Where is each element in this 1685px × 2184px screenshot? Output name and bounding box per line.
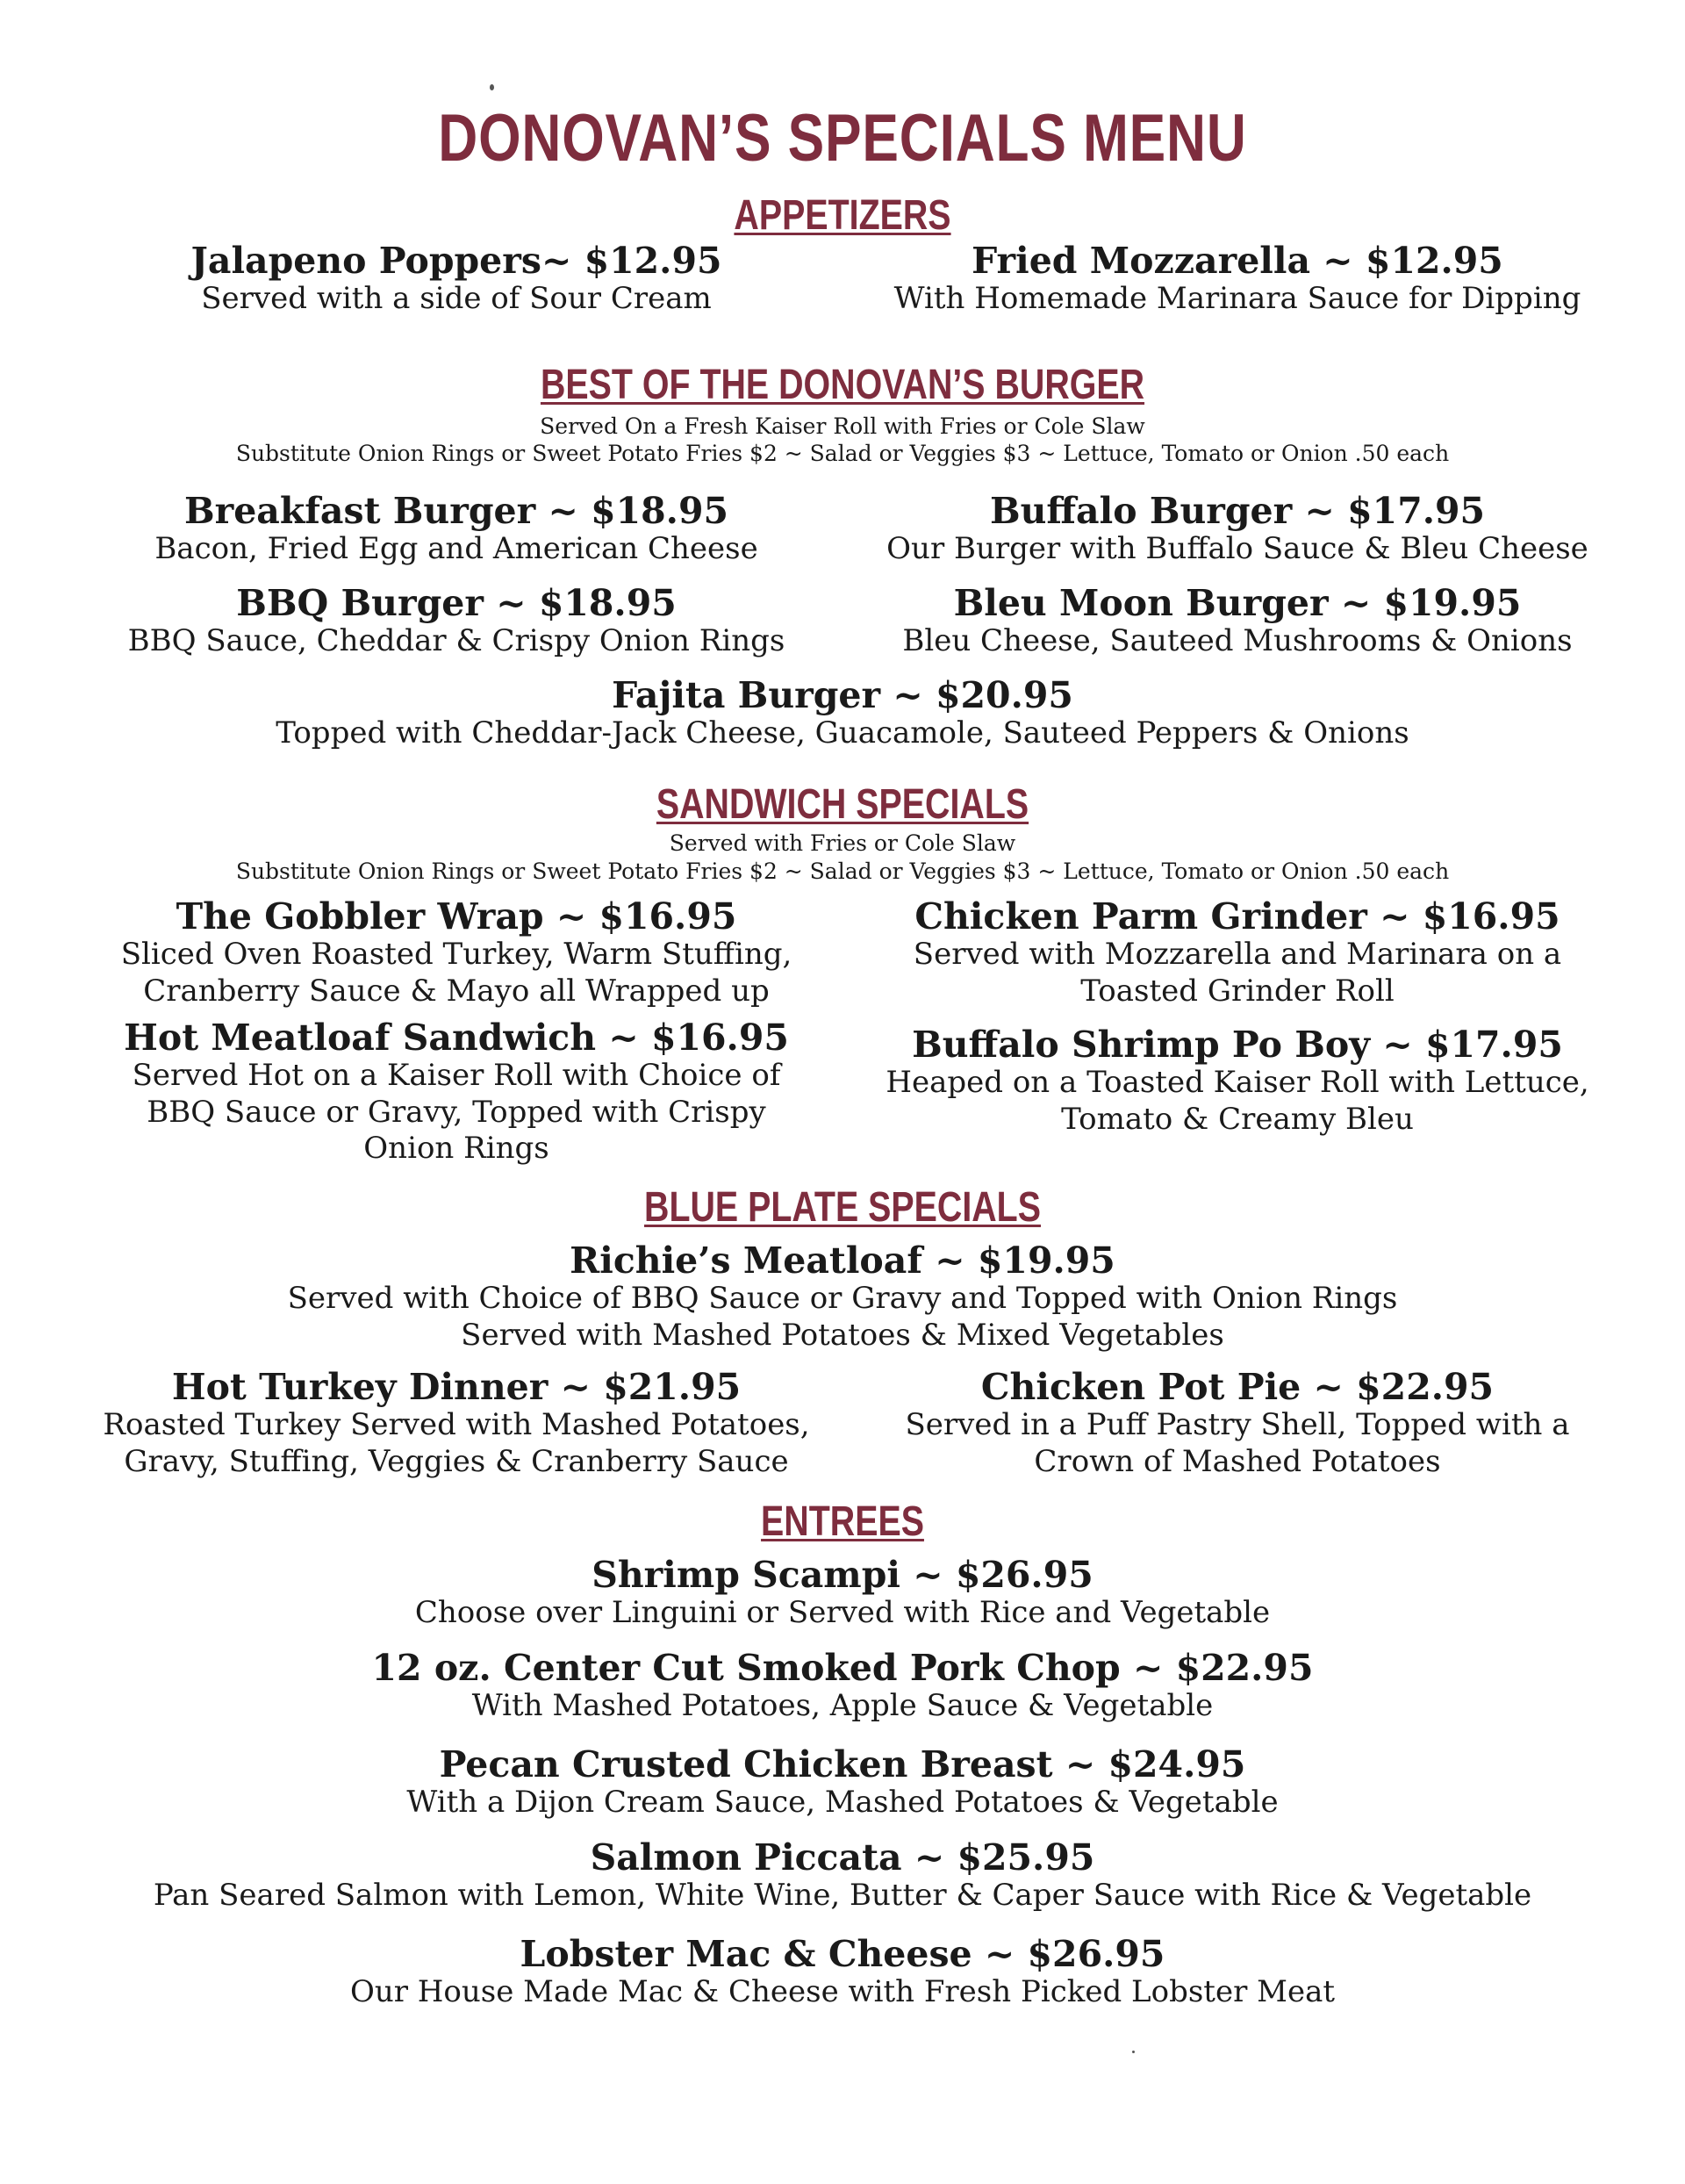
item-description: Topped with Cheddar-Jack Cheese, Guacamole, Sauteed Peppers & Onions [276, 715, 1409, 751]
item-name: Fried Mozzarella ~ $12.95 [972, 240, 1503, 282]
paper-speck [490, 84, 494, 90]
menu-item-lobster-mac [53, 1935, 1632, 2011]
menu-item-chicken-parm-grinder [869, 897, 1606, 1009]
item-name: Hot Meatloaf Sandwich ~ $16.95 [124, 1017, 789, 1059]
menu-item-fajita-burger [53, 676, 1632, 752]
burgers-heading: BEST OF THE DONOVAN’S BURGER [540, 362, 1145, 408]
item-description: Served with Mozzarella and Marinara on a Toasted Grinder Roll [913, 937, 1562, 1009]
item-name: Lobster Mac & Cheese ~ $26.95 [520, 1933, 1165, 1975]
item-name: Chicken Parm Grinder ~ $16.95 [914, 895, 1560, 938]
menu-item-buffalo-burger [869, 492, 1606, 568]
item-description: Served in a Puff Pastry Shell, Topped with a Crown of Mashed Potatoes [905, 1407, 1570, 1479]
item-description: Pan Seared Salmon with Lemon, White Wine, Butter & Caper Sauce with Rice & Vegetable [153, 1878, 1532, 1914]
item-name: Breakfast Burger ~ $18.95 [183, 490, 729, 532]
menu-item-gobbler-wrap [97, 897, 816, 1009]
item-name: Salmon Piccata ~ $25.95 [590, 1836, 1095, 1879]
burgers-note-served: Served On a Fresh Kaiser Roll with Fries or Cole Slaw [540, 413, 1145, 439]
menu-item-salmon-piccata [53, 1838, 1632, 1915]
menu-item-pecan-chicken [53, 1745, 1632, 1821]
item-description: BBQ Sauce, Cheddar & Crispy Onion Rings [127, 623, 785, 659]
item-description: Served with a side of Sour Cream [201, 281, 712, 317]
item-name: Shrimp Scampi ~ $26.95 [592, 1554, 1093, 1596]
appetizers-heading: APPETIZERS [734, 192, 951, 239]
item-description: Served with Choice of BBQ Sauce or Gravy and Topped with Onion Rings Served with Mashed Potatoes & Mixed Vegetables [287, 1281, 1398, 1353]
blue-plate-heading: BLUE PLATE SPECIALS [644, 1184, 1041, 1231]
item-description: Sliced Oven Roasted Turkey, Warm Stuffing, Cranberry Sauce & Mayo all Wrapped up [120, 937, 792, 1009]
item-description: Served Hot on a Kaiser Roll with Choice of BBQ Sauce or Gravy, Topped with Crispy Onion Rings [132, 1058, 781, 1167]
item-name: Chicken Pot Pie ~ $22.95 [980, 1366, 1495, 1408]
menu-item-breakfast-burger [97, 492, 816, 568]
item-description: Bacon, Fried Egg and American Cheese [154, 531, 758, 567]
item-name: Bleu Moon Burger ~ $19.95 [953, 582, 1522, 624]
menu-item-hot-turkey-dinner [97, 1368, 816, 1480]
item-description: Our Burger with Buffalo Sauce & Bleu Cheese [886, 531, 1588, 567]
item-name: 12 oz. Center Cut Smoked Pork Chop ~ $22.95 [371, 1647, 1314, 1689]
item-description: With Mashed Potatoes, Apple Sauce & Vegetable [471, 1688, 1214, 1724]
item-name: Fajita Burger ~ $20.95 [612, 674, 1073, 716]
item-description: Heaped on a Toasted Kaiser Roll with Lettuce, Tomato & Creamy Bleu [886, 1065, 1589, 1137]
menu-title: DONOVAN’S SPECIALS MENU [438, 101, 1247, 176]
menu-item-shrimp-scampi [53, 1555, 1632, 1632]
menu-item-jalapeno-poppers [97, 241, 816, 318]
item-name: Buffalo Shrimp Po Boy ~ $17.95 [912, 1024, 1563, 1066]
item-name: Hot Turkey Dinner ~ $21.95 [171, 1366, 742, 1408]
item-description: Roasted Turkey Served with Mashed Potatoes, Gravy, Stuffing, Veggies & Cranberry Sauce [103, 1407, 810, 1479]
menu-item-fried-mozzarella [869, 241, 1606, 318]
menu-item-chicken-pot-pie [869, 1368, 1606, 1480]
paper-speck [1132, 2051, 1135, 2053]
burgers-note-substitute: Substitute Onion Rings or Sweet Potato Fries $2 ~ Salad or Veggies $3 ~ Lettuce, Tomato or Onion .50 each [235, 441, 1450, 466]
item-name: Jalapeno Poppers~ $12.95 [190, 240, 722, 282]
sandwiches-note-served: Served with Fries or Cole Slaw [669, 830, 1016, 856]
menu-item-hot-meatloaf-sandwich [97, 1018, 816, 1167]
menu-item-buffalo-shrimp-po-boy [869, 1025, 1606, 1138]
item-name: BBQ Burger ~ $18.95 [236, 582, 677, 624]
item-name: Buffalo Burger ~ $17.95 [989, 490, 1486, 532]
item-name: Richie’s Meatloaf ~ $19.95 [570, 1239, 1115, 1282]
menu-item-bbq-burger [97, 584, 816, 660]
item-description: Choose over Linguini or Served with Rice and Vegetable [414, 1595, 1271, 1631]
menu-item-pork-chop [53, 1649, 1632, 1725]
item-description: Our House Made Mac & Cheese with Fresh Picked Lobster Meat [349, 1974, 1336, 2010]
item-description: With a Dijon Cream Sauce, Mashed Potatoes & Vegetable [406, 1785, 1279, 1821]
menu-item-bleu-moon-burger [869, 584, 1606, 660]
sandwiches-note-substitute: Substitute Onion Rings or Sweet Potato Fries $2 ~ Salad or Veggies $3 ~ Lettuce, Tomato or Onion .50 each [235, 859, 1450, 884]
item-name: The Gobbler Wrap ~ $16.95 [176, 895, 737, 938]
sandwiches-heading: SANDWICH SPECIALS [656, 781, 1029, 828]
item-description: Bleu Cheese, Sauteed Mushrooms & Onions [902, 623, 1573, 659]
item-name: Pecan Crusted Chicken Breast ~ $24.95 [439, 1743, 1246, 1785]
item-description: With Homemade Marinara Sauce for Dipping [893, 281, 1581, 317]
entrees-heading: ENTREES [761, 1498, 924, 1545]
menu-item-richies-meatloaf [53, 1241, 1632, 1354]
